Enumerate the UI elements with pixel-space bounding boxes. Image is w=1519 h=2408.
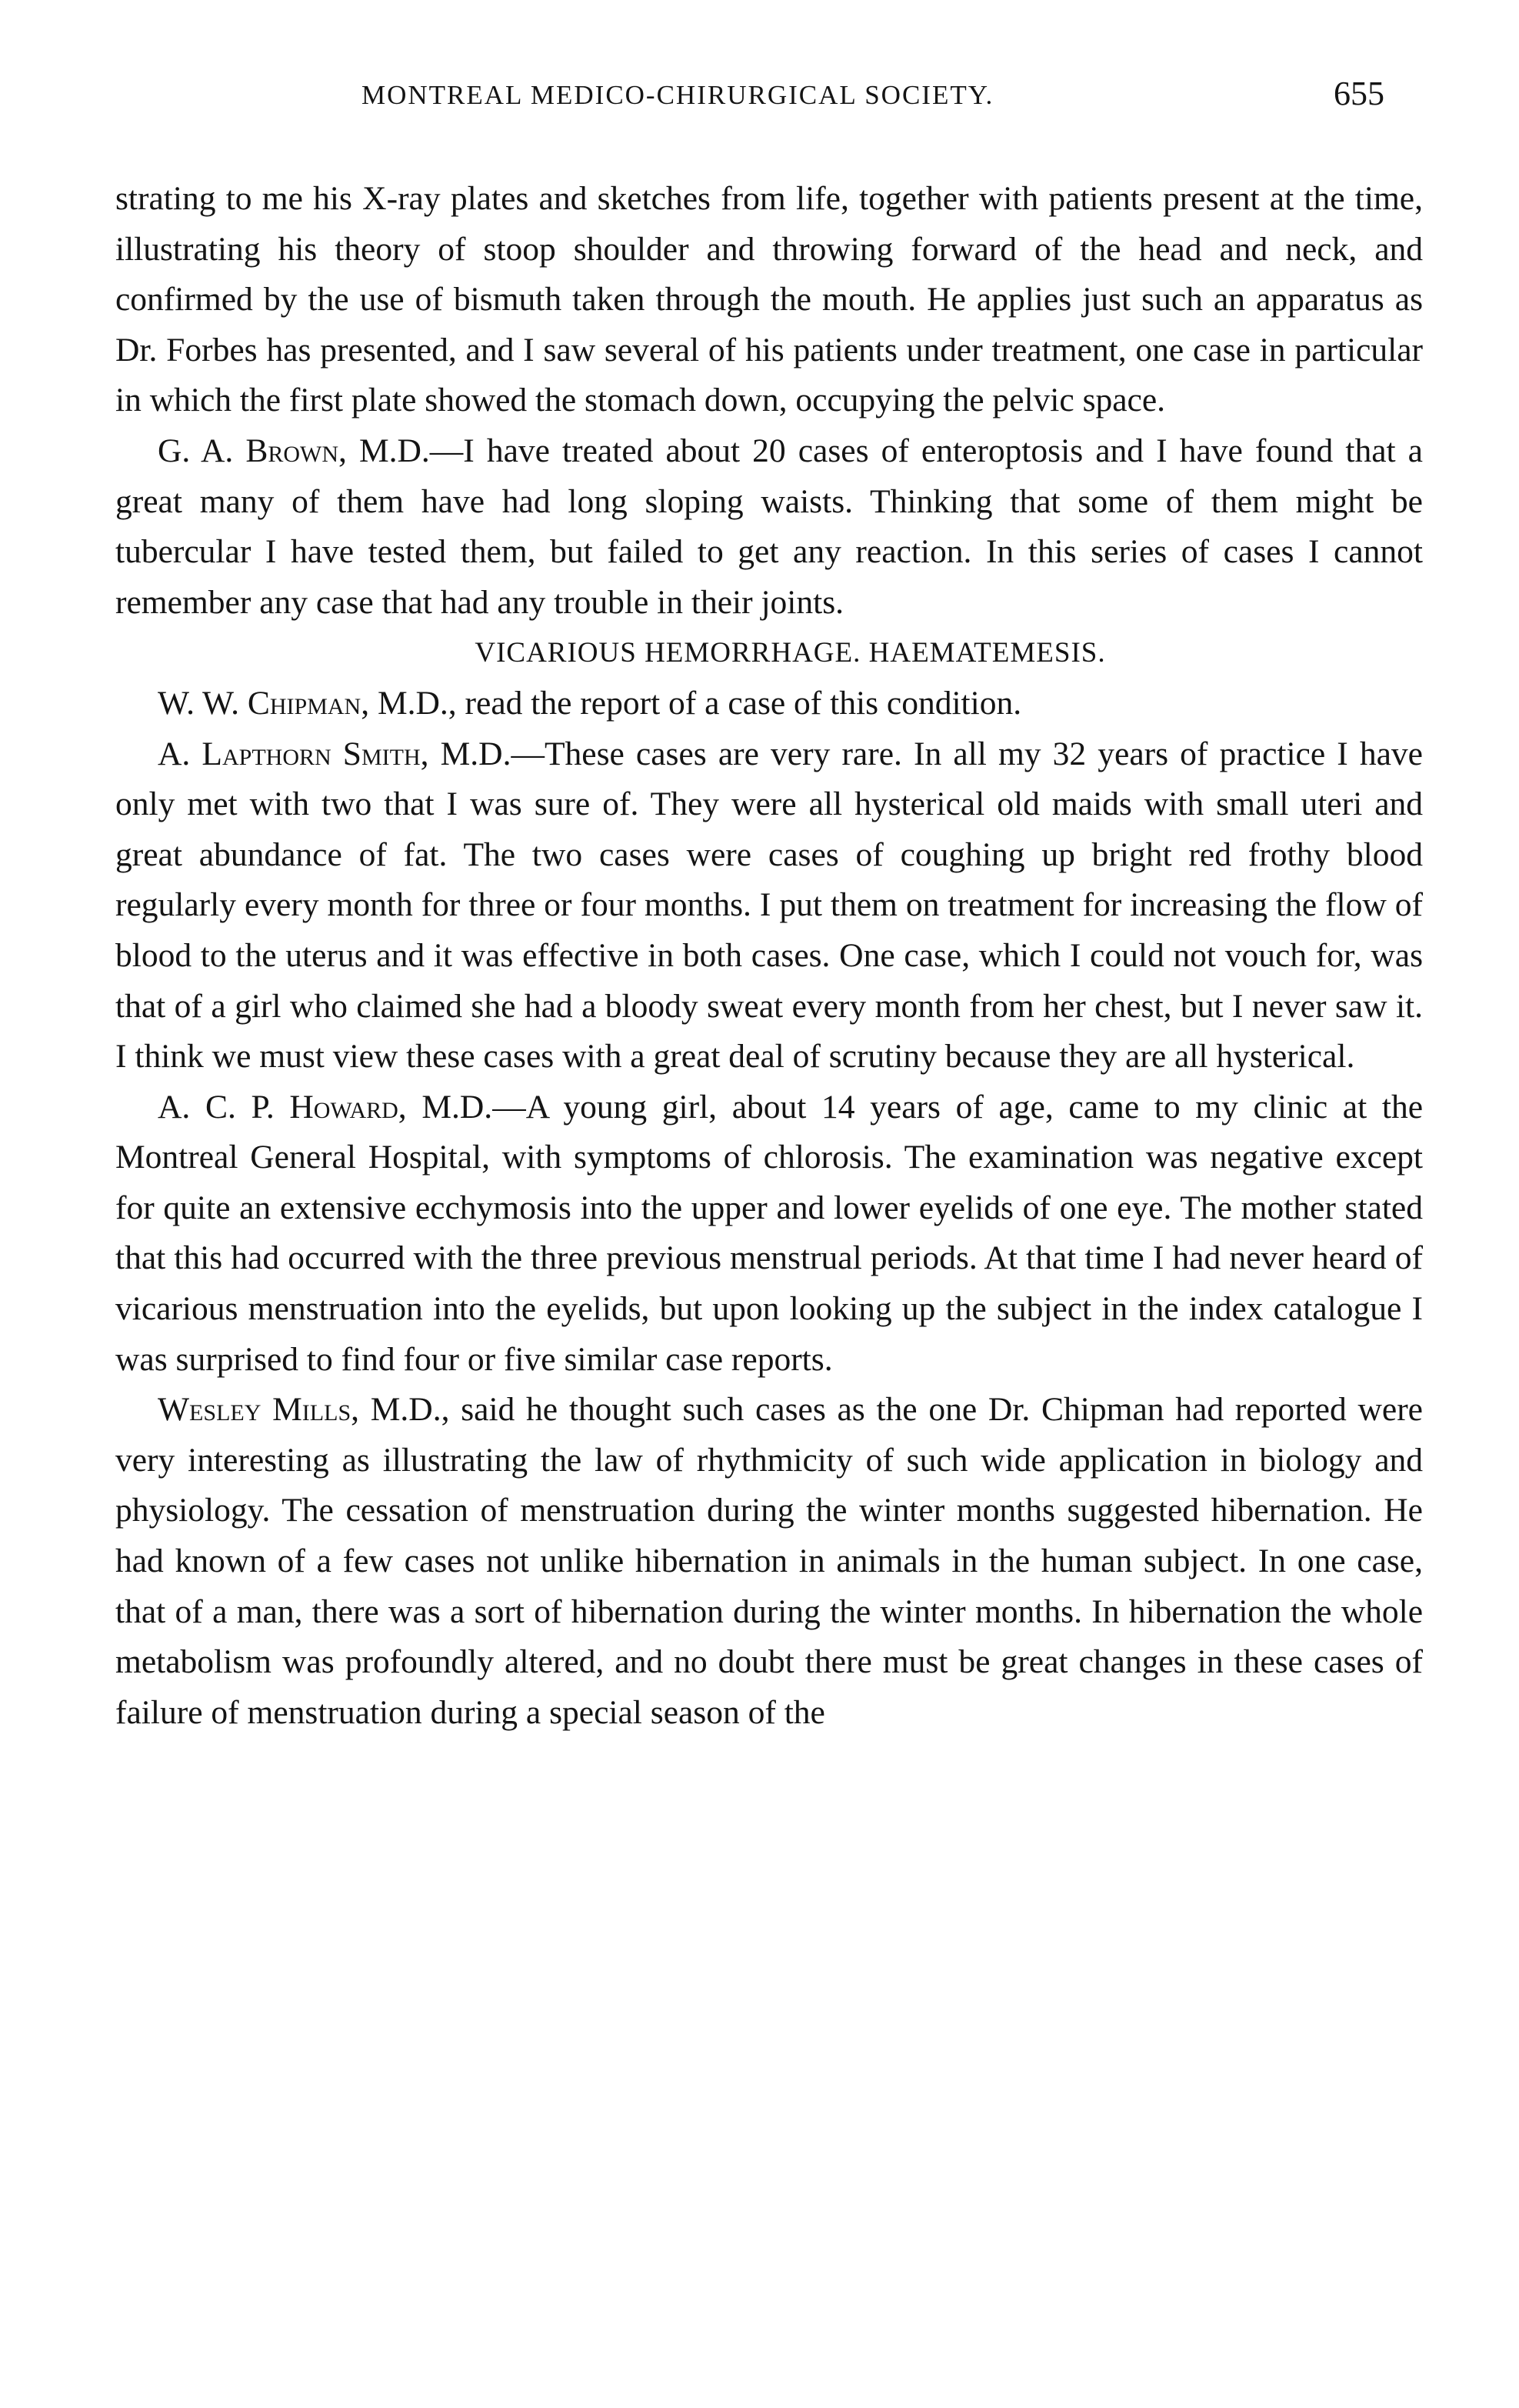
paragraph-text: —I have treated about 20 cases of enteroptosis and I have found that a great many of them have had long sloping waists. Thinking that some of them might be tubercular I have tested them, but failed to get any reaction. In this series of cases I cannot remember any case that had any trouble in their joints. [115,432,1423,621]
running-head [115,74,1423,128]
paragraph-chipman [115,679,1423,729]
paragraph-continued [115,174,1423,426]
paragraph-mills [115,1385,1423,1738]
speaker-name: W. W. Chipman, M.D. [158,684,448,722]
paragraph-lapthorn-smith [115,729,1423,1082]
section-heading: VICARIOUS HEMORRHAGE. HAEMATEMESIS. [475,637,1106,669]
speaker-name: Wesley Mills, M.D. [158,1391,441,1429]
body-text [115,174,1423,1738]
book-page [115,74,1423,2374]
paragraph-brown [115,426,1423,628]
running-title: MONTREAL MEDICO-CHIRURGICAL SOCIETY. [361,80,994,110]
paragraph-text: —These cases are very rare. In all my 32 years of practice I have only met with two that I was sure of. They were all hysterical old maids with small uteri and great abundance of fat. The two cases were cases of coughing up bright red frothy blood regularly every month for three or four months. I put them on treatment for increasing the flow of blood to the uterus and it was effective in both cases. One case, which I could not vouch for, was that of a girl who claimed she had a bloody sweat every month from her chest, but I never saw it. I think we must view these cases with a great deal of scrutiny because they are all hysterical. [115,735,1423,1076]
page-number: 655 [1334,75,1384,112]
paragraph-text: —A young girl, about 14 years of age, came to my clinic at the Montreal General Hospital, with symptoms of chlorosis. The examination was negative except for quite an extensive ecchymosis into the upper and lower eyelids of one eye. The mother stated that this had occurred with the three previous menstrual periods. At that time I had never heard of vicarious menstruation into the eyelids, but upon looking up the subject in the index catalogue I was surprised to find four or five similar case reports. [115,1088,1423,1378]
speaker-name: A. C. P. Howard, M.D. [158,1088,493,1126]
speaker-name: G. A. Brown, M.D. [158,432,430,469]
paragraph-text: , said he thought such cases as the one Dr. Chipman had reported were very interesting as illustrating the law of rhythmicity of such wide application in biology and physiology. The cessation of menstruation during the winter months suggested hibernation. He had known of a few cases not unlike hibernation in animals in the human subject. In one case, that of a man, there was a sort of hibernation during the winter months. In hibernation the whole metabolism was profoundly altered, and no doubt there must be great changes in these cases of failure of menstruation during a special season of the [115,1391,1423,1731]
paragraph-text: strating to me his X-ray plates and sketches from life, together with patients present at the time, illustrating his theory of stoop shoulder and throwing forward of the head and neck, and confirmed by the use of bismuth taken through the mouth. He applies just such an apparatus as Dr. Forbes has presented, and I saw several of his patients under treatment, one case in particular in which the first plate showed the stomach down, occupying the pelvic space. [115,180,1423,419]
paragraph-howard [115,1082,1423,1386]
paragraph-text: , read the report of a case of this condition. [448,684,1022,722]
speaker-name: A. Lapthorn Smith, M.D. [158,735,511,772]
